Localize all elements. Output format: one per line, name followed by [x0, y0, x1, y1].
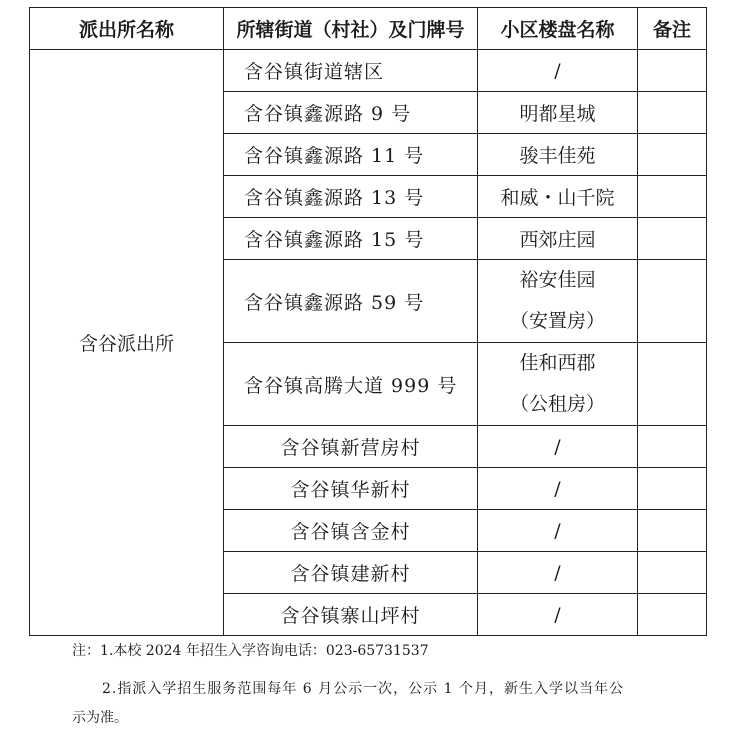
community-cell: /: [478, 50, 638, 92]
remark-cell: [638, 552, 707, 594]
community-cell: [478, 260, 638, 343]
remark-cell: [638, 594, 707, 636]
remark-cell: [638, 260, 707, 343]
remark-cell: [638, 343, 707, 426]
header-address: 所辖街道（村社）及门牌号: [224, 8, 478, 50]
remark-cell: [638, 92, 707, 134]
station-name-cell: 含谷派出所: [30, 50, 224, 636]
community-cell: /: [478, 510, 638, 552]
address-cell: 含谷镇鑫源路 9 号: [224, 92, 478, 134]
community-cell: /: [478, 468, 638, 510]
note-schedule-line1: 2.指派入学招生服务范围每年 6 月公示一次，公示 1 个月，新生入学以当年公: [102, 681, 624, 697]
community-note: （安置房）: [509, 310, 605, 332]
remark-cell: [638, 510, 707, 552]
address-cell: 含谷镇鑫源路 59 号: [224, 260, 478, 343]
address-cell: 含谷镇寨山坪村: [224, 594, 478, 636]
address-cell: 含谷镇高腾大道 999 号: [224, 343, 478, 426]
community-cell: 明都星城: [478, 92, 638, 134]
address-cell: 含谷镇街道辖区: [224, 50, 478, 92]
community-cell: 和威・山千院: [478, 176, 638, 218]
community-cell: 西郊庄园: [478, 218, 638, 260]
table-row: [30, 50, 707, 92]
address-cell: 含谷镇含金村: [224, 510, 478, 552]
remark-cell: [638, 468, 707, 510]
community-note: （公租房）: [509, 393, 605, 415]
enrollment-district-table: [29, 7, 707, 636]
address-cell: 含谷镇鑫源路 15 号: [224, 218, 478, 260]
community-name: 佳和西郡: [519, 352, 596, 374]
header-station: 派出所名称: [30, 8, 224, 50]
community-cell: /: [478, 594, 638, 636]
remark-cell: [638, 134, 707, 176]
community-cell: 骏丰佳苑: [478, 134, 638, 176]
address-cell: 含谷镇鑫源路 11 号: [224, 134, 478, 176]
remark-cell: [638, 176, 707, 218]
header-remark: 备注: [638, 8, 707, 50]
note-schedule-line2: 示为准。: [72, 710, 128, 726]
remark-cell: [638, 426, 707, 468]
address-cell: 含谷镇华新村: [224, 468, 478, 510]
address-cell: 含谷镇新营房村: [224, 426, 478, 468]
note-phone: 注：1.本校 2024 年招生入学咨询电话：023-65731537: [72, 643, 429, 659]
community-cell: /: [478, 552, 638, 594]
community-name: 裕安佳园: [519, 269, 596, 291]
table-header-row: [30, 8, 707, 50]
address-cell: 含谷镇建新村: [224, 552, 478, 594]
remark-cell: [638, 50, 707, 92]
community-cell: /: [478, 426, 638, 468]
header-community: 小区楼盘名称: [478, 8, 638, 50]
remark-cell: [638, 218, 707, 260]
address-cell: 含谷镇鑫源路 13 号: [224, 176, 478, 218]
community-cell: [478, 343, 638, 426]
